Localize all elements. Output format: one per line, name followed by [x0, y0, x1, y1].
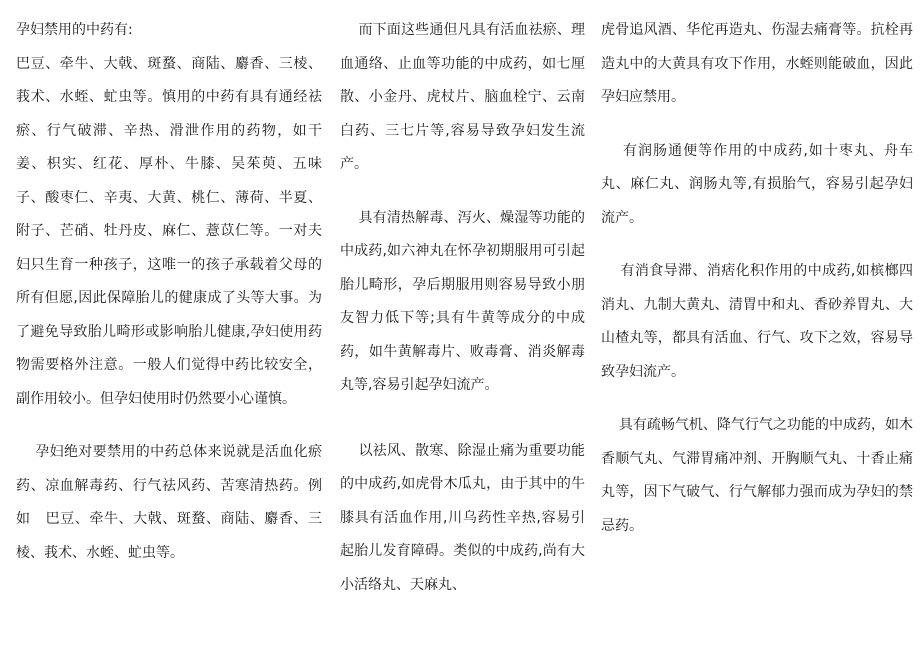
text-column-3 — [601, 14, 913, 543]
paragraph: 有润肠通便等作用的中成药,如十枣丸、舟车丸、麻仁丸、润肠丸等,有损胎气，容易引起孕妇流产。 — [601, 142, 913, 226]
paragraph: 巴豆、牵牛、大戟、斑蝥、商陆、麝香、三棱、莪术、水蛭、虻虫等。慎用的中药有具有通经祛瘀、行气破滞、辛热、滑泄作用的药物，如干姜、枳实、红花、厚朴、牛膝、吴茱萸、五味子、酸枣仁、辛夷、大黄、桃仁、薄荷、半夏、附子、芒硝、牡丹皮、麻仁、薏苡仁等。一对夫妇只生育一种孩子，这唯一的孩子承载着父母的所有但愿,因此保障胎儿的健康成了头等大事。为了避免导致胎儿畸形或影响胎儿健康,孕妇使用药物需要格外注意。一般人们觉得中药比较安全，副作用较小。但孕妇使用时仍然要小心谨慎。 — [16, 55, 322, 407]
paragraph: 而下面这些通但凡具有活血祛瘀、理血通络、止血等功能的中成药，如七厘散、小金丹、虎杖片、脑血栓宁、云南白药、三七片等,容易导致孕妇发生流产。 — [340, 22, 585, 172]
paragraph: 具有疏畅气机、降气行气之功能的中成药，如木香顺气丸、气滞胃痛冲剂、开胸顺气丸、十香止痛丸等，因下气破气、行气解郁力强而成为孕妇的禁忌药。 — [601, 417, 913, 534]
paragraph: 具有清热解毒、泻火、燥湿等功能的中成药,如六神丸在怀孕初期服用可引起胎儿畸形，孕后期服用则容易导致小朋友智力低下等;具有牛黄等成分的中成药，如牛黄解毒片、败毒膏、消炎解毒丸等,容易引起孕妇流产。 — [340, 209, 585, 393]
text-column-1 — [16, 14, 322, 570]
paragraph: 孕妇绝对要禁用的中药总体来说就是活血化瘀药、凉血解毒药、行气祛风药、苦寒清热药。例如 巴豆、牵牛、大戟、斑蝥、商陆、麝香、三棱、莪术、水蛭、虻虫等。 — [16, 444, 322, 561]
section-heading: 孕妇禁用的中药有: — [16, 22, 133, 38]
paragraph: 虎骨追风酒、华佗再造丸、伤湿去痛膏等。抗栓再造丸中的大黄具有攻下作用，水蛭则能破血，因此孕妇应禁用。 — [601, 22, 913, 105]
text-column-2 — [340, 14, 585, 602]
paragraph: 以祛风、散寒、除湿止痛为重要功能的中成药,如虎骨木瓜丸，由于其中的牛膝具有活血作用,川乌药性辛热,容易引起胎儿发育障碍。类似的中成药,尚有大小活络丸、天麻丸、 — [340, 442, 585, 593]
paragraph: 有消食导滞、消痞化积作用的中成药,如槟榔四消丸、九制大黄丸、清胃中和丸、香砂养胃丸、大山楂丸等，都具有活血、行气、攻下之效，容易导致孕妇流产。 — [601, 263, 913, 380]
